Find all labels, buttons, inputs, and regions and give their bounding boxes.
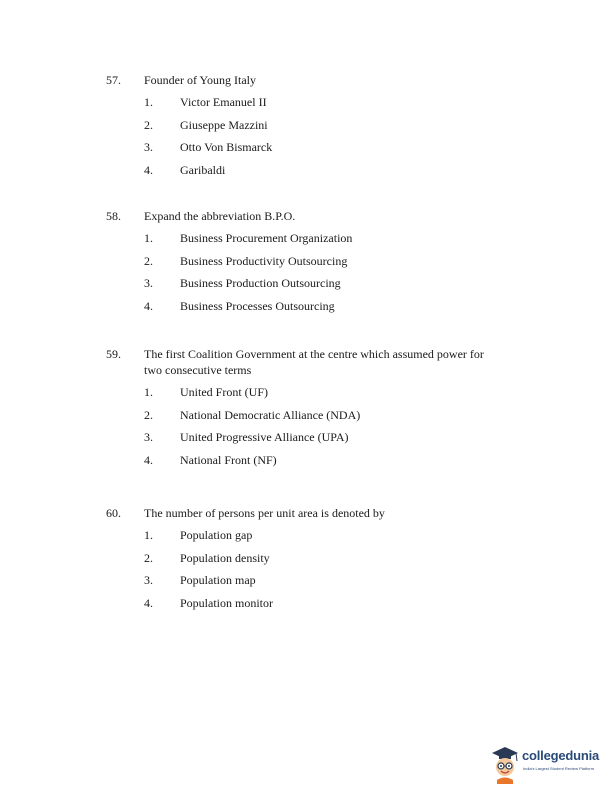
option-item: [106, 253, 546, 276]
option-text: Giuseppe Mazzini: [180, 117, 268, 132]
question-59: [106, 346, 546, 474]
option-number: 1.: [144, 95, 153, 109]
question-text: The number of persons per unit area is denoted by: [144, 506, 385, 520]
option-item: [106, 595, 546, 618]
option-item: [106, 230, 546, 253]
question-58: [106, 208, 546, 320]
option-list: [106, 94, 546, 184]
option-text: Otto Von Bismarck: [180, 140, 273, 154]
logo-tagline: India's Largest Student Review Platform: [523, 766, 595, 771]
option-number: 4.: [144, 452, 153, 467]
question-text: Founder of Young Italy: [144, 73, 257, 87]
option-number: 3.: [144, 140, 153, 154]
graduate-mascot-icon: [490, 744, 520, 784]
option-number: 4.: [144, 595, 153, 610]
option-item: [106, 527, 546, 550]
option-text: Business Processes Outsourcing: [180, 298, 335, 313]
option-list: [106, 527, 546, 617]
option-number: 2.: [144, 117, 153, 132]
option-list: [106, 384, 546, 474]
option-text: Population gap: [180, 528, 253, 542]
option-item: [106, 550, 546, 573]
option-text: National Front (NF): [180, 452, 277, 467]
question-number: 57.: [106, 73, 121, 87]
collegedunia-logo[interactable]: [490, 740, 610, 784]
option-text: Victor Emanuel II: [180, 95, 267, 109]
question-60: [106, 505, 546, 617]
option-number: 4.: [144, 162, 153, 177]
option-number: 1.: [144, 528, 153, 542]
option-item: [106, 452, 546, 475]
logo-name: collegedunia: [522, 748, 600, 763]
option-number: 4.: [144, 298, 153, 313]
option-item: [106, 162, 546, 185]
option-number: 2.: [144, 550, 153, 565]
option-number: 2.: [144, 253, 153, 268]
question-text: Expand the abbreviation B.P.O.: [144, 209, 296, 223]
option-text: Population density: [180, 550, 270, 565]
option-item: [106, 94, 546, 117]
option-text: Population map: [180, 573, 256, 587]
option-text: Business Procurement Organization: [180, 231, 353, 245]
question-text: The first Coalition Government at the centre which assumed power for two consecutive terms: [144, 347, 484, 377]
option-number: 3.: [144, 573, 153, 587]
option-text: Business Production Outsourcing: [180, 276, 341, 290]
option-number: 3.: [144, 430, 153, 444]
question-number: 60.: [106, 506, 121, 520]
option-item: [106, 298, 546, 321]
option-text: National Democratic Alliance (NDA): [180, 407, 361, 422]
option-number: 1.: [144, 385, 153, 399]
question-number: 58.: [106, 209, 121, 223]
option-item: [106, 275, 546, 298]
option-item: [106, 572, 546, 595]
question-number: 59.: [106, 347, 121, 361]
option-item: [106, 384, 546, 407]
question-57: [106, 72, 546, 184]
option-list: [106, 230, 546, 320]
option-item: [106, 117, 546, 140]
option-number: 1.: [144, 231, 153, 245]
option-text: Business Productivity Outsourcing: [180, 253, 348, 268]
option-item: [106, 407, 546, 430]
option-text: Garibaldi: [180, 162, 226, 177]
option-text: United Front (UF): [180, 385, 268, 399]
option-number: 2.: [144, 407, 153, 422]
option-text: United Progressive Alliance (UPA): [180, 430, 349, 444]
option-number: 3.: [144, 276, 153, 290]
option-item: [106, 429, 546, 452]
option-item: [106, 139, 546, 162]
option-text: Population monitor: [180, 595, 273, 610]
